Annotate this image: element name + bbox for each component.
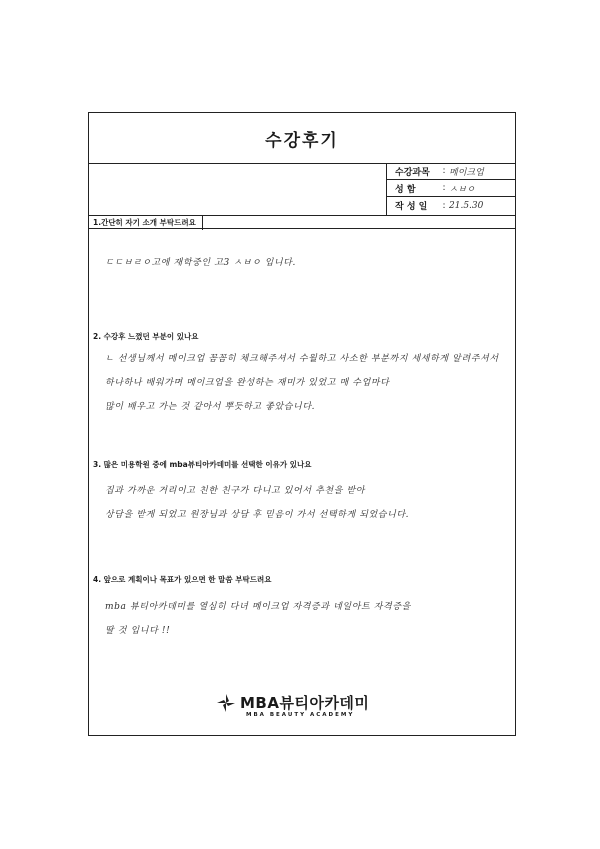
answer-2: [105, 347, 499, 419]
academy-logo: [216, 692, 369, 713]
question-3-label: 3. 많은 미용학원 중에 mba뷰티아카데미를 선택한 이유가 있나요: [93, 460, 312, 469]
meta-course: 수강과목 : 메이크업: [387, 163, 515, 180]
meta-name-value: ㅅㅂㅇ: [449, 184, 476, 195]
review-form: [88, 112, 516, 736]
answer-1: [105, 251, 499, 275]
meta-date-value: 21.5.30: [449, 200, 484, 211]
logo-tagline: MBA BEAUTY ACADEMY: [246, 712, 355, 718]
meta-box: [386, 163, 515, 215]
logo-name: MBA뷰티아카데미: [240, 694, 370, 712]
answer-4: [105, 595, 499, 643]
answer-3-line: 집과 가까운 거리이고 친한 친구가 다니고 있어서 추천을 받아: [105, 486, 366, 496]
meta-course-value: 메이크업: [449, 167, 484, 178]
answer-2-line: 많이 배우고 가는 것 같아서 뿌듯하고 좋았습니다.: [105, 402, 316, 412]
meta-date-label: 작 성 일: [395, 202, 428, 212]
answer-3-line: 상담을 받게 되었고 원장님과 상담 후 믿음이 가서 선택하게 되었습니다.: [105, 510, 410, 520]
answer-1-line: ㄷㄷㅂㄹㅇ고에 재학중인 고3 ㅅㅂㅇ 입니다.: [105, 258, 296, 268]
answer-2-line: ㄴ 선생님께서 메이크업 꼼꼼히 체크해주셔서 수월하고 사소한 부분까지 세세하게 알려주셔서: [105, 354, 499, 364]
question-1-label: 1.간단히 자기 소개 부탁드려요: [89, 215, 515, 229]
form-title: 수강후기: [265, 130, 339, 151]
question-2-label: 2. 수강후 느꼈던 부분이 있나요: [93, 332, 199, 341]
meta-name: 성 함 : ㅅㅂㅇ: [387, 180, 515, 197]
answer-3: [105, 479, 499, 527]
title-row: [89, 113, 515, 164]
answer-4-line: 딸 것 입니다 !!: [105, 626, 171, 636]
meta-name-label: 성 함: [395, 184, 416, 195]
meta-date: 작 성 일 : 21.5.30: [395, 200, 484, 212]
meta-course-label: 수강과목: [395, 167, 430, 178]
question-4-label: 4. 앞으로 계획이나 목표가 있으면 한 말씀 부탁드려요: [93, 575, 272, 584]
answer-4-line: mba 뷰티아카데미를 열심히 다녀 메이크업 자격증과 네일아트 자격증을: [105, 602, 411, 612]
logo-mark-icon: [216, 693, 236, 713]
answer-2-line: 하나하나 배워가며 메이크업을 완성하는 재미가 있었고 매 수업마다: [105, 378, 390, 388]
